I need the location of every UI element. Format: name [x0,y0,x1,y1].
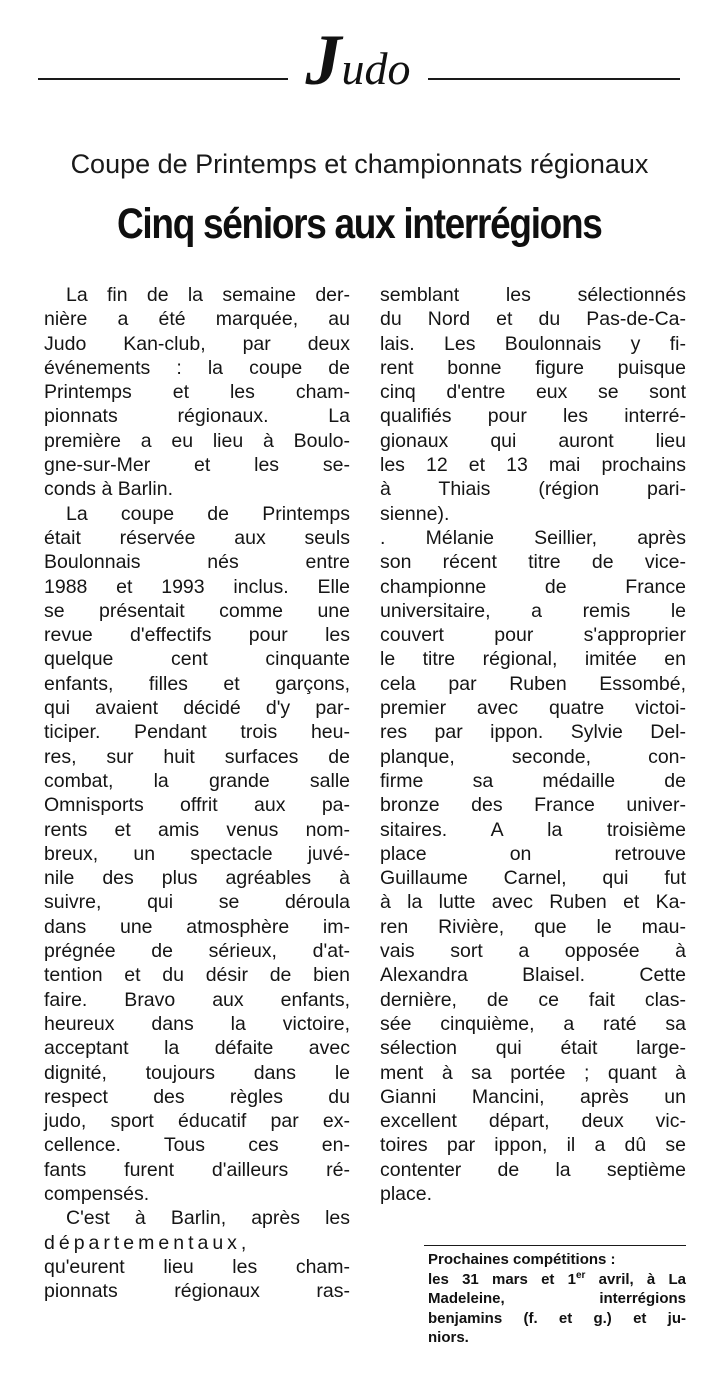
text-line: C'est à Barlin, après les [66,1207,350,1230]
text-line: lais. Les Boulonnais y fi- [380,332,686,355]
text-line: heureux dans la victoire, [44,1012,350,1035]
text-line: à la lutte avec Ruben et Ka- [380,891,686,914]
right-column [380,283,686,1206]
text-line: faire. Bravo aux enfants, [44,988,350,1011]
text-line: nière a été marquée, au [44,308,350,331]
text-line: planque, seconde, con- [380,745,686,768]
text-line: les 12 et 13 mai prochains [380,454,686,477]
text-line: excellent départ, deux vic- [380,1110,686,1133]
text-line: Judo Kan-club, par deux [44,332,350,355]
text-line: ticiper. Pendant trois heu- [44,721,350,744]
text-line: rents et amis venus nom- [44,818,350,841]
info-box-line: benjamins (f. et g.) et ju- [428,1309,686,1327]
text-line: se présentait comme une [44,599,350,622]
text-line: sitaires. A la troisième [380,818,686,841]
text-line: événements : la coupe de [44,356,350,379]
text-line: gne-sur-Mer et les se- [44,454,350,477]
text-line: vais sort a opposée à [380,940,686,963]
text-line: res, sur huit surfaces de [44,745,350,768]
text-line: rent bonne figure puisque [380,356,686,379]
text-line: cinq d'entre eux se sont [380,381,686,404]
text-line: Gianni Mancini, après un [380,1085,686,1108]
text-line: cellence. Tous ces en- [44,1134,350,1157]
rubric-title [290,20,426,100]
info-box-line: les 31 mars et 1er avril, à La [428,1269,687,1288]
text-line: pionnats régionaux ras- [44,1280,350,1303]
text-line: dernière, de ce fait clas- [380,988,686,1011]
text-line: dignité, toujours dans le [44,1061,350,1084]
text-line: championne de France [380,575,686,598]
text-line: Alexandra Blaisel. Cette [380,964,686,987]
text-line: première a eu lieu à Boulo- [44,429,350,452]
text-line: dans une atmosphère im- [44,915,350,938]
text-line: semblant les sélectionnés [380,284,686,306]
text-line: couvert pour s'approprier [380,624,686,647]
text-line: Boulonnais nés entre [44,551,350,574]
text-line: départementaux, [44,1231,251,1254]
rubric-rest: udo [341,43,411,94]
text-line: qu'eurent lieu les cham- [44,1255,350,1278]
text-line: place on retrouve [380,842,686,865]
text-line: qui avaient décidé d'y par- [44,697,350,720]
text-line: . Mélanie Seillier, après [380,526,686,549]
text-line: breux, un spectacle juvé- [44,842,350,865]
text-line: enfants, filles et garçons, [44,672,350,695]
rubric-rule-right [428,78,680,80]
text-line: quelque cent cinquante [44,648,350,671]
headline: Cinq séniors aux interrégions [117,200,602,248]
text-line: était réservée aux seuls [44,526,350,549]
text-line: contenter de la septième [380,1158,686,1181]
text-line: toires par ippon, il a dû se [380,1134,686,1157]
info-box-line: niors. [428,1329,469,1346]
text-line: place. [380,1182,433,1205]
text-line: compensés. [44,1182,150,1205]
text-line: conds à Barlin. [44,478,173,501]
text-line: cela par Ruben Essombé, [380,672,686,695]
text-line: revue d'effectifs pour les [44,624,350,647]
text-line: Omnisports offrit aux pa- [44,794,350,817]
text-line: judo, sport éducatif par ex- [44,1110,350,1133]
text-line: Printemps et les cham- [44,381,350,404]
text-line: universitaire, a remis le [380,599,686,622]
text-line: sélection qui était large- [380,1037,686,1060]
text-line: le titre régional, imitée en [380,648,686,671]
text-line: ment à sa portée ; quant à [380,1061,686,1084]
text-line: à Thiais (région pari- [380,478,686,501]
left-column [44,283,350,1303]
info-box-line: Prochaines compétitions : [428,1251,616,1268]
text-line: 1988 et 1993 inclus. Elle [44,575,350,598]
text-line: gionaux qui auront lieu [380,429,686,452]
text-line: respect des règles du [44,1085,350,1108]
info-box-line: Madeleine, interrégions [428,1290,686,1307]
text-line: pionnats régionaux. La [44,405,350,428]
text-line: prégnée de sérieux, d'at- [44,940,350,963]
text-line: acceptant la défaite avec [44,1037,350,1060]
text-line: sienne). [380,502,450,525]
rubric-initial: J [305,20,342,100]
text-line: firme sa médaille de [380,769,686,792]
text-line: ren Rivière, que le mau- [380,915,686,938]
text-line: La fin de la semaine der- [66,284,350,306]
text-line: son récent titre de vice- [380,551,686,574]
text-line: suivre, qui se déroula [44,891,350,914]
text-line: Guillaume Carnel, qui fut [380,867,686,890]
text-line: tention et du désir de bien [44,964,350,987]
kicker: Coupe de Printemps et championnats régionaux [70,149,649,179]
text-line: qualifiés pour les interré- [380,405,686,428]
text-line: sée cinquième, a raté sa [380,1012,686,1035]
text-line: La coupe de Printemps [66,502,350,525]
text-line: du Nord et du Pas-de-Ca- [380,308,686,331]
rubric-rule-left [38,78,288,80]
text-line: nile des plus agréables à [44,867,350,890]
info-box-rule [424,1245,686,1246]
text-line: fants furent d'ailleurs ré- [44,1158,350,1181]
info-box-next-competitions [428,1250,686,1348]
text-line: premier avec quatre victoi- [380,697,686,720]
text-line: res par ippon. Sylvie Del- [380,721,686,744]
text-line: combat, la grande salle [44,769,350,792]
text-line: bronze des France univer- [380,794,686,817]
